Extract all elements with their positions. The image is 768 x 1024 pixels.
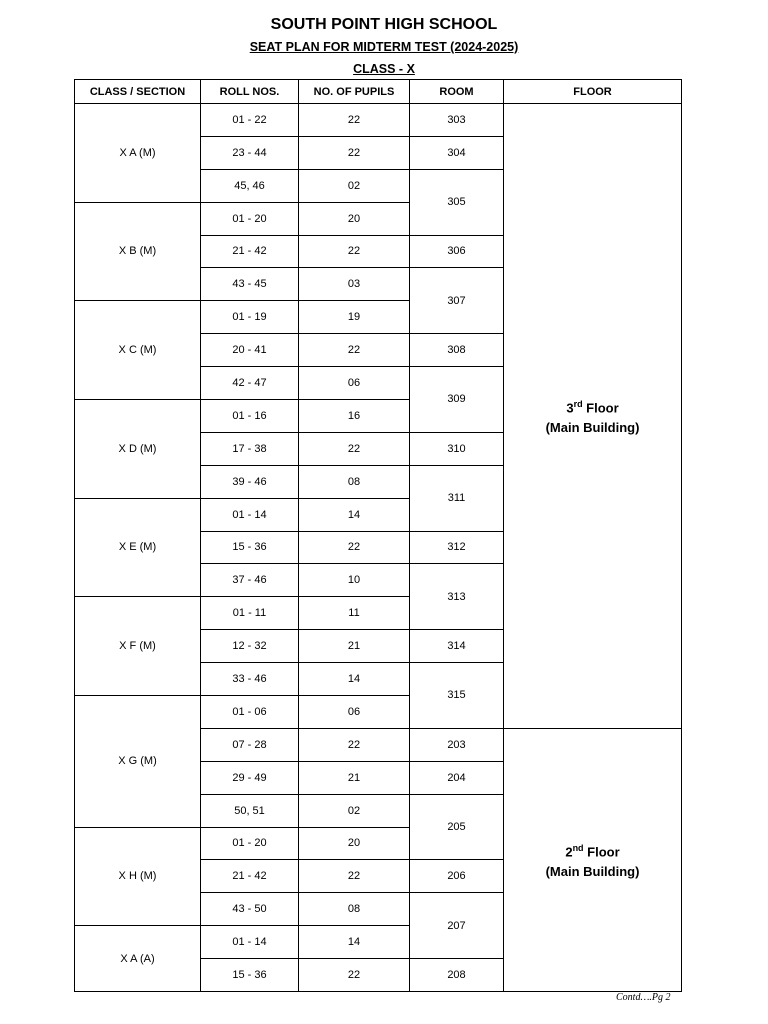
pupils-cell: 16 — [298, 399, 410, 433]
room-cell: 304 — [409, 136, 504, 170]
pupils-cell: 06 — [298, 695, 410, 729]
room-cell: 205 — [409, 794, 504, 861]
floor-ordinal: rd — [573, 399, 583, 410]
column-header: ROLL NOS. — [200, 79, 299, 104]
room-cell: 315 — [409, 662, 504, 729]
pupils-cell: 14 — [298, 662, 410, 696]
column-header: CLASS / SECTION — [74, 79, 201, 104]
building-label: (Main Building) — [545, 863, 640, 879]
seat-plan-table — [74, 79, 681, 991]
roll-nos-cell: 21 - 42 — [200, 235, 299, 269]
roll-nos-cell: 01 - 14 — [200, 498, 299, 532]
room-cell: 314 — [409, 629, 504, 663]
roll-nos-cell: 45, 46 — [200, 169, 299, 203]
pupils-cell: 21 — [298, 629, 410, 663]
floor-cell — [503, 728, 682, 992]
roll-nos-cell: 01 - 11 — [200, 596, 299, 630]
roll-nos-cell: 01 - 06 — [200, 695, 299, 729]
pupils-cell: 14 — [298, 925, 410, 959]
roll-nos-cell: 20 - 41 — [200, 333, 299, 367]
pupils-cell: 22 — [298, 728, 410, 762]
room-cell: 303 — [409, 103, 504, 137]
roll-nos-cell: 33 - 46 — [200, 662, 299, 696]
floor-number: 2 — [565, 844, 573, 860]
roll-nos-cell: 29 - 49 — [200, 761, 299, 795]
plan-title: SEAT PLAN FOR MIDTERM TEST (2024-2025) — [249, 40, 519, 54]
class-label: CLASS - X — [353, 62, 415, 76]
pupils-cell: 22 — [298, 432, 410, 466]
pupils-cell: 10 — [298, 563, 410, 597]
section-cell: X C (M) — [74, 300, 201, 400]
roll-nos-cell: 39 - 46 — [200, 465, 299, 499]
floor-label — [565, 839, 619, 861]
pupils-cell: 22 — [298, 531, 410, 565]
pupils-cell: 02 — [298, 794, 410, 828]
roll-nos-cell: 43 - 50 — [200, 892, 299, 926]
floor-label — [566, 395, 618, 417]
roll-nos-cell: 21 - 42 — [200, 859, 299, 893]
section-cell: X E (M) — [74, 498, 201, 598]
section-cell: X H (M) — [74, 827, 201, 927]
section-cell: X F (M) — [74, 596, 201, 696]
room-cell: 305 — [409, 169, 504, 236]
roll-nos-cell: 01 - 14 — [200, 925, 299, 959]
column-header: ROOM — [409, 79, 504, 104]
continued-note: Contd….Pg 2 — [616, 992, 671, 1003]
room-cell: 310 — [409, 432, 504, 466]
roll-nos-cell: 01 - 20 — [200, 827, 299, 861]
roll-nos-cell: 50, 51 — [200, 794, 299, 828]
roll-nos-cell: 17 - 38 — [200, 432, 299, 466]
roll-nos-cell: 01 - 22 — [200, 103, 299, 137]
school-name: SOUTH POINT HIGH SCHOOL — [270, 16, 498, 33]
roll-nos-cell: 07 - 28 — [200, 728, 299, 762]
roll-nos-cell: 01 - 16 — [200, 399, 299, 433]
room-cell: 306 — [409, 235, 504, 269]
floor-word: Floor — [583, 844, 620, 860]
roll-nos-cell: 23 - 44 — [200, 136, 299, 170]
pupils-cell: 22 — [298, 859, 410, 893]
room-cell: 206 — [409, 859, 504, 893]
roll-nos-cell: 43 - 45 — [200, 267, 299, 301]
pupils-cell: 14 — [298, 498, 410, 532]
column-header: FLOOR — [503, 79, 682, 104]
pupils-cell: 06 — [298, 366, 410, 400]
pupils-cell: 19 — [298, 300, 410, 334]
room-cell: 312 — [409, 531, 504, 565]
room-cell: 313 — [409, 563, 504, 630]
room-cell: 204 — [409, 761, 504, 795]
section-cell: X B (M) — [74, 202, 201, 302]
pupils-cell: 22 — [298, 333, 410, 367]
pupils-cell: 08 — [298, 465, 410, 499]
pupils-cell: 02 — [298, 169, 410, 203]
pupils-cell: 11 — [298, 596, 410, 630]
room-cell: 203 — [409, 728, 504, 762]
room-cell: 207 — [409, 892, 504, 959]
room-cell: 308 — [409, 333, 504, 367]
column-header: NO. OF PUPILS — [298, 79, 410, 104]
pupils-cell: 22 — [298, 136, 410, 170]
pupils-cell: 22 — [298, 235, 410, 269]
floor-cell — [503, 103, 682, 729]
pupils-cell: 22 — [298, 103, 410, 137]
section-cell: X D (M) — [74, 399, 201, 499]
pupils-cell: 08 — [298, 892, 410, 926]
roll-nos-cell: 42 - 47 — [200, 366, 299, 400]
section-cell: X A (M) — [74, 103, 201, 203]
roll-nos-cell: 01 - 20 — [200, 202, 299, 236]
roll-nos-cell: 37 - 46 — [200, 563, 299, 597]
building-label: (Main Building) — [545, 419, 640, 435]
pupils-cell: 21 — [298, 761, 410, 795]
roll-nos-cell: 15 - 36 — [200, 958, 299, 992]
pupils-cell: 22 — [298, 958, 410, 992]
room-cell: 208 — [409, 958, 504, 992]
section-cell: X A (A) — [74, 925, 201, 992]
floor-number: 3 — [566, 400, 574, 416]
pupils-cell: 20 — [298, 202, 410, 236]
roll-nos-cell: 12 - 32 — [200, 629, 299, 663]
pupils-cell: 20 — [298, 827, 410, 861]
pupils-cell: 03 — [298, 267, 410, 301]
floor-word: Floor — [582, 400, 619, 416]
section-cell: X G (M) — [74, 695, 201, 828]
roll-nos-cell: 15 - 36 — [200, 531, 299, 565]
room-cell: 307 — [409, 267, 504, 334]
roll-nos-cell: 01 - 19 — [200, 300, 299, 334]
room-cell: 311 — [409, 465, 504, 532]
floor-ordinal: nd — [572, 843, 584, 854]
room-cell: 309 — [409, 366, 504, 433]
